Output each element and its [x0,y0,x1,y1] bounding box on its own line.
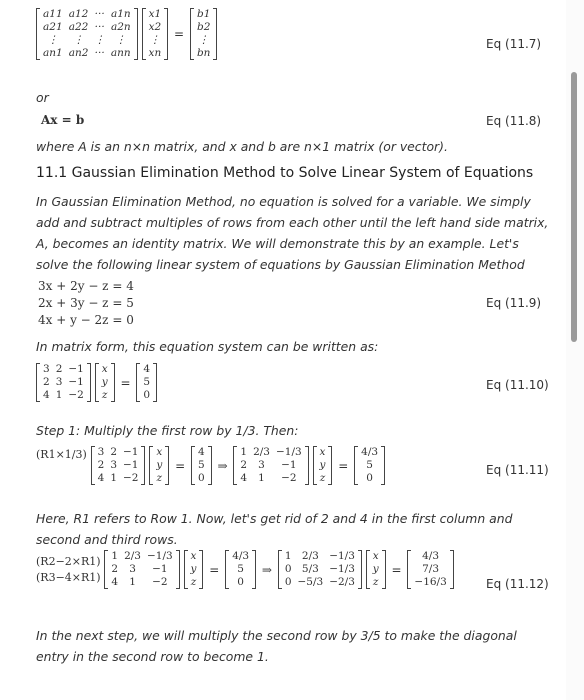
unknown-vector [149,446,169,485]
equation-label: Eq (11.7) [486,37,542,51]
coefficient-matrix [36,363,91,402]
equals-sign: = [209,562,220,577]
equation-label: Eq (11.10) [486,378,549,392]
matrix-cell: ··· [94,47,105,59]
matrix-cell: a11 [43,8,63,20]
matrix-cell: 0 [284,576,292,588]
section-heading: 11.1 Gaussian Elimination Method to Solve Linear System of Equations [36,165,534,181]
unknown-vector [95,363,115,402]
matrix-cell: 1 [111,550,119,562]
equation-11-11 [36,446,385,485]
matrix-cell: 2 [111,563,119,575]
matrix-cell: a21 [43,21,63,33]
matrix-cell: −16/3 [414,576,447,588]
scrollbar-thumb[interactable] [571,72,577,342]
matrix-cell: ann [110,47,131,59]
matrix-cell: 1 [240,446,248,458]
equation-line: 4x + y − 2z = 0 [38,313,134,327]
matrix-cell: 2 [240,459,248,471]
matrix-cell: 2 [110,446,117,458]
matrix-cell: y [156,459,163,471]
matrix-cell: y [190,563,197,575]
matrix-cell: 0 [366,472,373,484]
matrix-cell: −1/3 [147,550,173,562]
equation-label: Eq (11.8) [486,114,542,128]
matrix-cell: 5 [143,376,151,388]
matrix-cell: x [372,550,379,562]
matrix-cell: 1 [258,472,265,484]
equals-sign: = [391,562,402,577]
matrix-cell: b2 [196,21,211,33]
equation-line: 3x + 2y − z = 4 [38,279,134,293]
matrix-cell: −1 [281,459,297,471]
matrix-cell: x1 [148,8,162,20]
matrix-cell: a2n [110,21,131,33]
matrix-cell: 5 [366,459,373,471]
matrix-cell: 4 [143,363,151,375]
matrix-cell: 5 [197,459,205,471]
matrix-cell: 0 [197,472,205,484]
matrix-cell: 2 [97,459,105,471]
or-text: or [36,90,49,105]
matrix-cell: −1 [68,376,84,388]
matrix-cell: a12 [68,8,89,20]
matrix-cell: x [101,363,108,375]
constant-vector-after [407,550,453,589]
implies-arrow: ⇒ [261,562,272,577]
step1-text: Step 1: Multiply the first row by 1/3. Then: [36,423,299,438]
matrix-cell: xn [148,47,162,59]
matrix-cell: −1 [152,563,168,575]
matrix-cell: −2 [68,389,84,401]
matrix-cell: 3 [258,459,265,471]
constant-vector-before [191,446,212,485]
matrix-cell: z [101,389,108,401]
here-text: Here, R1 refers to Row 1. Now, let's get rid of 2 and 4 in the first column and second and third rows. [36,511,513,547]
constant-vector-before [225,550,256,589]
matrix-cell: 2/3 [301,550,319,562]
matrix-cell: 4/3 [422,550,440,562]
matrix-cell: 3 [97,446,105,458]
matrix-cell: 5 [237,563,244,575]
matrix-cell: y [319,459,326,471]
matrix-cell: ⋮ [73,34,84,46]
equation-label: Eq (11.11) [486,463,549,477]
matrix-cell: ⋮ [115,34,127,46]
matrix-cell: ⋮ [149,34,161,46]
matrix-cell: 3 [110,459,117,471]
matrix-cell: 2/3 [124,550,141,562]
matrix-cell: 4 [97,472,105,484]
unknown-vector [366,550,386,589]
matrix-cell: x2 [148,21,162,33]
matrix-cell: 5/3 [301,563,319,575]
unknown-vector [184,550,204,589]
next-step-text: In the next step, we will multiply the second row by 3/5 to make the diagonal entry in the second row to become 1. [36,628,517,664]
row-operation: (R3−4×R1) [36,570,101,584]
matrix-cell: x [190,550,197,562]
matrix-cell: 4 [240,472,248,484]
matrix-cell: 1 [110,472,117,484]
matrix-cell: 1 [55,389,63,401]
matrix-cell: 4 [43,389,50,401]
matrix-cell: ⋮ [47,34,59,46]
matrix-cell: −2 [123,472,139,484]
matrix-cell: 0 [284,563,292,575]
intro-paragraph: In Gaussian Elimination Method, no equation is solved for a variable. We simply add and subtract multiples of rows from each other until the left hand side matrix, A, becomes an identity matrix. We will demonstrate this by an example. Let's solve the following linear system of equations by Gaussian Elimination Method [36,194,549,272]
equation-11-7 [36,8,217,60]
matrix-cell: 1 [284,550,292,562]
equals-sign: = [174,27,185,41]
vertical-scrollbar[interactable] [566,0,584,700]
matrix-cell: 0 [143,389,151,401]
matrix-cell: 7/3 [422,563,440,575]
matrix-cell: −2/3 [329,576,355,588]
matrix-cell: −2 [281,472,297,484]
matrix-cell: −1/3 [275,446,302,458]
matrix-cell: 4/3 [361,446,379,458]
equation-label: Eq (11.9) [486,296,542,310]
matrix-cell: −1 [68,363,84,375]
matrix-cell: 3 [43,363,50,375]
matrix-cell: a1n [110,8,131,20]
matrix-cell: an1 [43,47,63,59]
matrix-cell: −5/3 [297,576,324,588]
matrix-cell: 2 [55,363,63,375]
matrix-cell: ⋮ [94,34,105,46]
matrix-cell: ⋮ [198,34,209,46]
matrix-cell: z [190,576,197,588]
constant-vector-after [354,446,385,485]
equation-11-10 [36,363,157,402]
matrix-cell: −1 [123,446,139,458]
implies-arrow: ⇒ [217,458,228,473]
coefficient-matrix [36,8,138,60]
matrix-cell: 3 [129,563,136,575]
row-operation: (R1×1/3) [36,448,87,461]
equals-sign: = [175,458,186,473]
matrix-cell: b1 [196,8,211,20]
constant-vector [190,8,217,60]
matrix-cell: 4 [111,576,119,588]
matrix-cell: 1 [129,576,136,588]
equation-line: 2x + 3y − z = 5 [38,296,134,310]
unknown-vector [142,8,169,60]
matrix-cell: y [372,563,379,575]
matrix-form-text: In matrix form, this equation system can be written as: [36,339,379,354]
matrix-cell: z [372,576,379,588]
matrix-cell: 2 [43,376,50,388]
matrix-cell: x [319,446,326,458]
equation-label: Eq (11.12) [486,577,549,591]
where-text: where A is an n×n matrix, and x and b are n×1 matrix (or vector). [36,139,448,154]
matrix-cell: z [319,472,326,484]
matrix-cell: 4 [197,446,205,458]
matrix-cell: 2/3 [253,446,270,458]
matrix-cell: −1/3 [329,563,355,575]
coefficient-matrix-after [233,446,308,485]
matrix-cell: x [156,446,163,458]
row-operation: (R2−2×R1) [36,554,101,568]
coefficient-matrix-before [91,446,146,485]
matrix-cell: 3 [55,376,63,388]
matrix-cell: ··· [94,8,105,20]
matrix-cell: −2 [152,576,168,588]
equals-sign: = [120,375,131,390]
row-operations [36,554,101,586]
coefficient-matrix-after [278,550,362,589]
matrix-cell: −1 [123,459,139,471]
matrix-cell: bn [196,47,211,59]
matrix-cell: y [101,376,108,388]
equation-11-9 [38,278,134,329]
equation-11-8: Ax = b [41,113,85,127]
matrix-cell: −1/3 [329,550,355,562]
matrix-cell: a22 [68,21,89,33]
constant-vector [136,363,157,402]
equals-sign: = [338,458,349,473]
unknown-vector [313,446,333,485]
matrix-cell: 0 [237,576,244,588]
matrix-cell: ··· [94,21,105,33]
equation-11-12 [36,550,454,589]
matrix-cell: an2 [68,47,89,59]
coefficient-matrix-before [104,550,179,589]
matrix-cell: z [156,472,163,484]
matrix-cell: 4/3 [232,550,250,562]
